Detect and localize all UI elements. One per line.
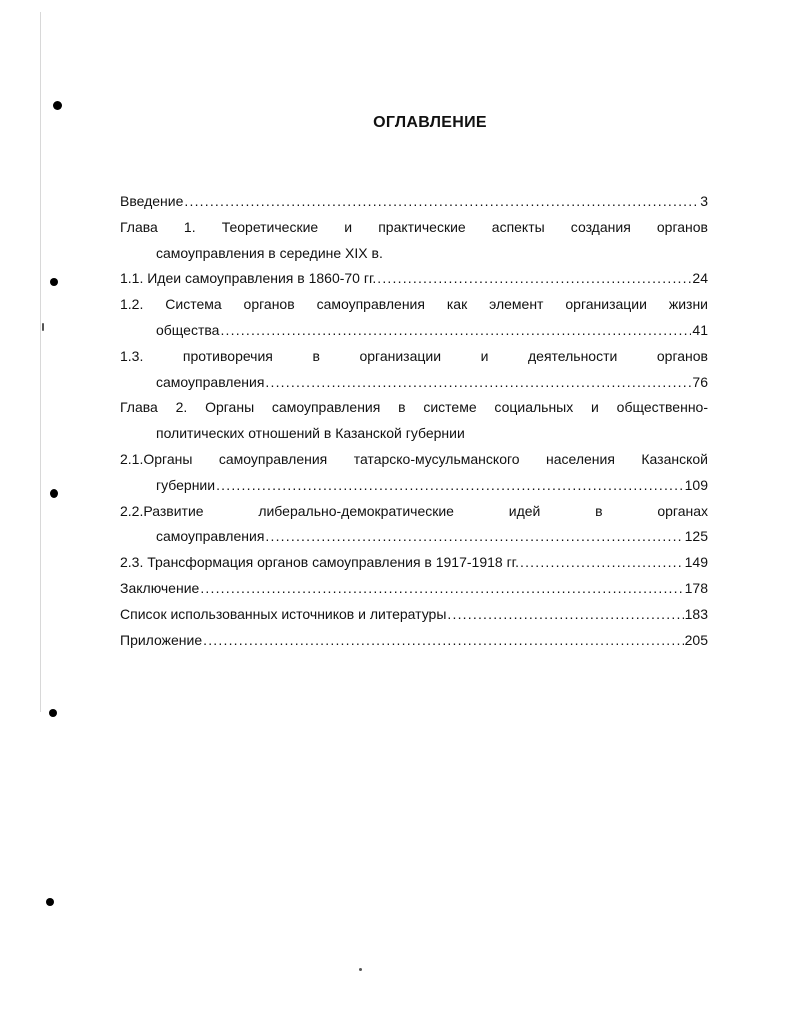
toc-entry-text: Приложение	[120, 631, 203, 648]
toc-entry-1-3[interactable]	[120, 344, 708, 396]
leader-dots	[200, 576, 683, 602]
toc-entry-2-1[interactable]	[120, 447, 708, 499]
toc-entry-references[interactable]	[120, 602, 708, 628]
leader-dots	[520, 550, 684, 576]
leader-dots	[265, 524, 683, 550]
toc-entry-text-tail: общества	[156, 321, 220, 338]
toc-entry-1-2[interactable]	[120, 292, 708, 344]
toc-entry-appendix[interactable]	[120, 628, 708, 654]
toc-entry-introduction[interactable]	[120, 189, 708, 215]
toc-entry-page: 76	[692, 373, 708, 390]
toc-entry-text-continued: политических отношений в Казанской губернии	[156, 425, 465, 442]
toc-entry-text-continued	[120, 370, 708, 396]
toc-entry-text: Глава 1. Теоретические и практические аспекты создания органов	[120, 218, 708, 235]
page-title: ОГЛАВЛЕНИЕ	[373, 114, 487, 131]
toc-entry-chapter-1[interactable]	[120, 215, 708, 267]
table-of-contents	[120, 189, 708, 653]
toc-entry-page: 183	[684, 605, 708, 622]
toc-entry-text-tail: губернии	[156, 476, 216, 493]
leader-dots	[377, 266, 691, 292]
toc-entry-text: Список использованных источников и литературы	[120, 605, 447, 622]
binder-hole-mark	[50, 278, 58, 286]
toc-entry-page: 178	[684, 579, 708, 596]
toc-entry-text-tail: самоуправления	[156, 528, 265, 545]
leader-dots	[216, 473, 684, 499]
leader-dots	[203, 628, 684, 654]
binder-hole-mark	[49, 709, 57, 717]
binder-hole-mark	[46, 898, 54, 906]
toc-entry-text: 2.1.Органы самоуправления татарско-мусульманского населения Казанской	[120, 450, 708, 467]
scan-speck	[42, 323, 44, 331]
toc-entry-page: 41	[692, 321, 708, 338]
toc-entry-text-continued: самоуправления в середине XIX в.	[156, 244, 383, 261]
toc-entry-text: 1.3. противоречия в организации и деятельности органов	[120, 347, 708, 364]
toc-entry-2-2[interactable]	[120, 499, 708, 551]
toc-entry-text: Введение	[120, 193, 184, 209]
toc-entry-page: 3	[700, 193, 708, 209]
toc-entry-text: 2.2.Развитие либерально-демократические идей в органах	[120, 502, 708, 519]
leader-dots	[447, 602, 683, 628]
toc-entry-2-3[interactable]	[120, 550, 708, 576]
toc-entry-conclusion[interactable]	[120, 576, 708, 602]
toc-entry-1-1[interactable]	[120, 266, 708, 292]
toc-entry-text: Заключение	[120, 579, 200, 596]
toc-entry-text-continued	[120, 318, 708, 344]
leader-dots	[184, 189, 699, 215]
binder-hole-mark	[50, 489, 58, 498]
toc-entry-page: 125	[684, 528, 708, 545]
toc-entry-text-continued	[120, 524, 708, 550]
toc-entry-text: 1.2. Система органов самоуправления как элемент организации жизни	[120, 296, 708, 313]
toc-entry-text-continued	[120, 473, 708, 499]
leader-dots	[220, 318, 691, 344]
toc-entry-page: 24	[692, 270, 708, 287]
toc-entry-text: 2.3. Трансформация органов самоуправления в 1917-1918 гг.	[120, 554, 519, 571]
binder-hole-mark	[53, 101, 62, 110]
toc-entry-text-tail: самоуправления	[156, 373, 265, 390]
toc-entry-page: 205	[684, 631, 708, 648]
toc-entry-chapter-2[interactable]	[120, 395, 708, 447]
toc-entry-page: 109	[684, 476, 708, 493]
leader-dots	[265, 370, 691, 396]
scan-speck	[359, 968, 362, 971]
toc-entry-text: Глава 2. Органы самоуправления в системе социальных и общественно-	[120, 399, 708, 416]
toc-entry-page: 149	[684, 554, 708, 571]
toc-entry-text: 1.1. Идеи самоуправления в 1860-70 гг.	[120, 270, 377, 287]
